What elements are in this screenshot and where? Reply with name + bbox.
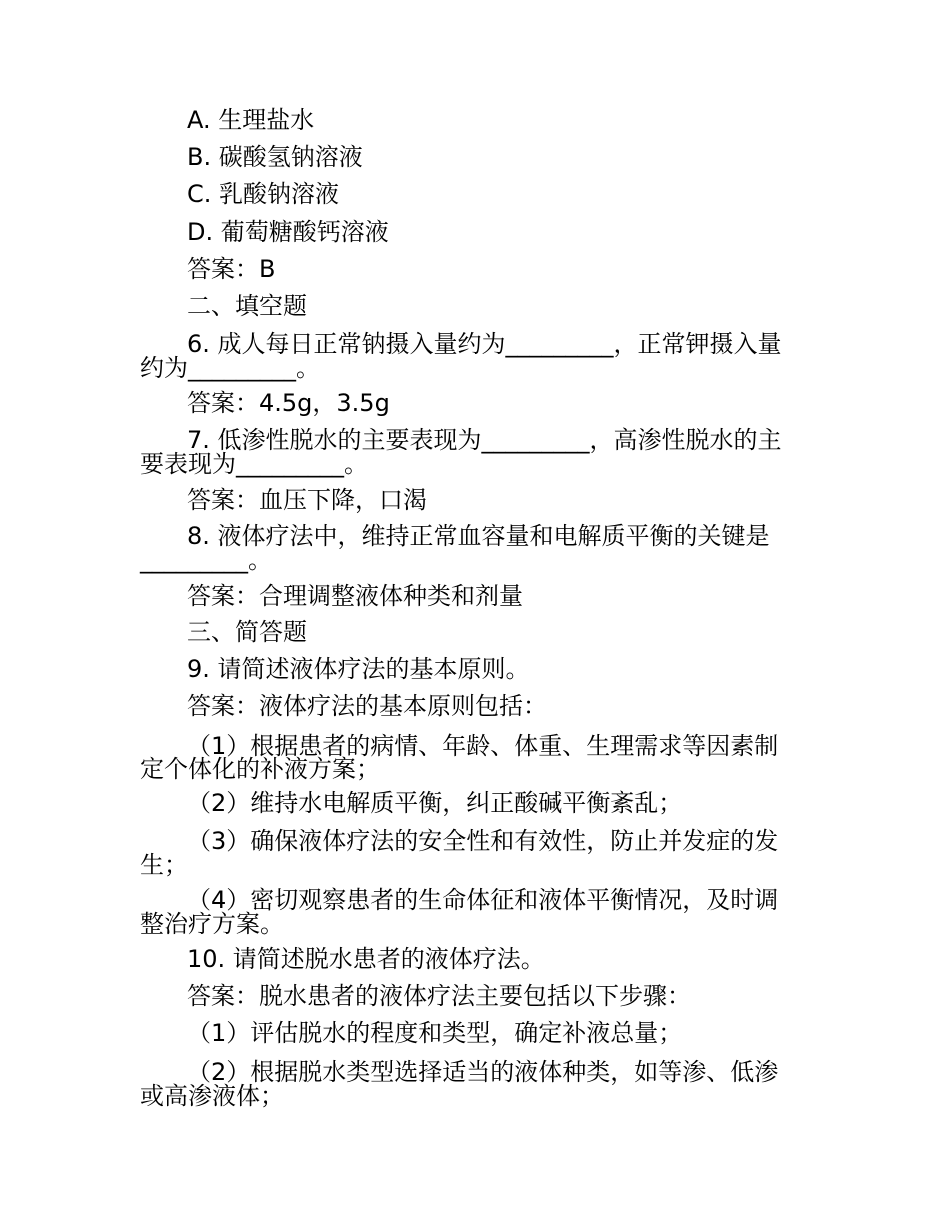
question-10: 10. 请简述脱水患者的液体疗法。 xyxy=(187,945,545,973)
answer-10-item-2-line-1: （2）根据脱水类型选择适当的液体种类，如等渗、低渗 xyxy=(187,1058,779,1086)
question-6-line-2: 约为_________。 xyxy=(140,354,320,382)
question-7-line-2: 要表现为_________。 xyxy=(140,450,368,478)
question-9: 9. 请简述液体疗法的基本原则。 xyxy=(187,655,530,683)
answer-5: 答案：B xyxy=(187,255,276,283)
answer-9-item-3-line-1: （3）确保液体疗法的安全性和有效性，防止并发症的发 xyxy=(187,827,779,855)
answer-9-item-1-line-1: （1）根据患者的病情、年龄、体重、生理需求等因素制 xyxy=(187,732,779,760)
answer-10-intro: 答案：脱水患者的液体疗法主要包括以下步骤： xyxy=(187,982,691,1010)
option-c: C. 乳酸钠溶液 xyxy=(187,180,340,208)
option-b: B. 碳酸氢钠溶液 xyxy=(187,143,363,171)
answer-8: 答案：合理调整液体种类和剂量 xyxy=(187,582,523,610)
question-8-line-1: 8. 液体疗法中，维持正常血容量和电解质平衡的关键是 xyxy=(187,522,770,550)
answer-9-item-1-line-2: 定个体化的补液方案； xyxy=(140,755,380,783)
answer-9-intro: 答案：液体疗法的基本原则包括： xyxy=(187,692,547,720)
section-fill-in-heading: 二、填空题 xyxy=(187,292,307,320)
answer-10-item-1: （1）评估脱水的程度和类型，确定补液总量； xyxy=(187,1019,683,1047)
answer-9-item-4-line-1: （4）密切观察患者的生命体征和液体平衡情况，及时调 xyxy=(187,886,779,914)
question-7-line-1: 7. 低渗性脱水的主要表现为_________，高渗性脱水的主 xyxy=(187,426,782,454)
answer-7: 答案：血压下降，口渴 xyxy=(187,486,427,514)
answer-10-item-2-line-2: 或高渗液体； xyxy=(140,1082,284,1110)
question-6-line-1: 6. 成人每日正常钠摄入量约为_________，正常钾摄入量 xyxy=(187,330,782,358)
answer-9-item-4-line-2: 整治疗方案。 xyxy=(140,910,284,938)
option-a: A. 生理盐水 xyxy=(187,106,315,134)
answer-9-item-3-line-2: 生； xyxy=(140,851,188,879)
question-8-line-2: _________。 xyxy=(140,546,272,574)
option-d: D. 葡萄糖酸钙溶液 xyxy=(187,218,389,246)
answer-9-item-2: （2）维持水电解质平衡，纠正酸碱平衡紊乱； xyxy=(187,789,683,817)
section-short-answer-heading: 三、简答题 xyxy=(187,618,307,646)
answer-6: 答案：4.5g，3.5g xyxy=(187,389,390,417)
